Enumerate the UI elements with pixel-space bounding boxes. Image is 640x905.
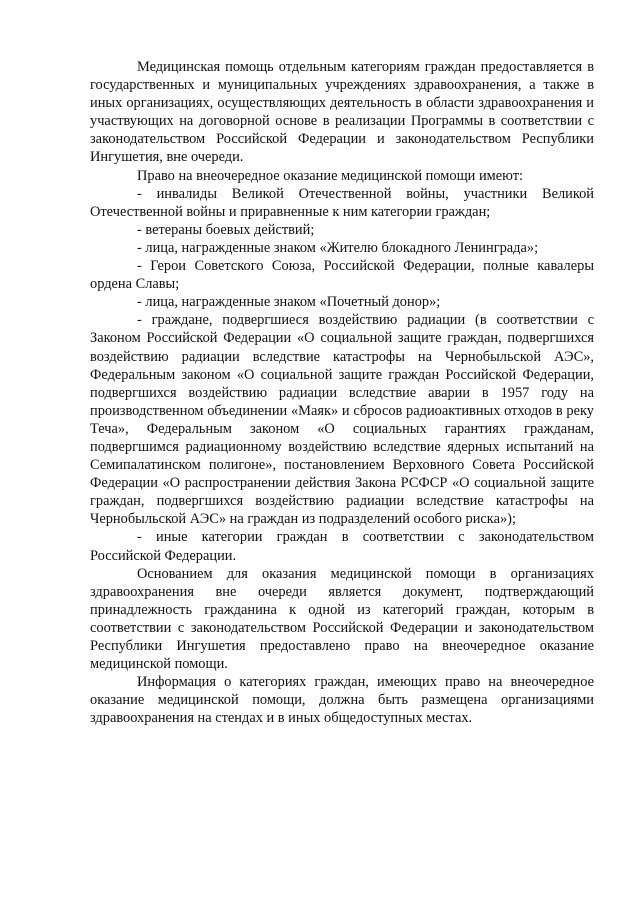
eligible-categories-list [90,185,594,565]
paragraph-basis-document: Основанием для оказания медицинской помощи в организациях здравоохранения вне очереди является документ, подтверждающий принадлежность гражданина к одной из категорий граждан, которым в соответствии с законодательством Российской Федерации и законодательством Республики Ингушетия предоставлено право на внеочередное оказание медицинской помощи. [90,565,594,673]
list-item: - лица, награжденные знаком «Почетный донор»; [137,294,441,311]
paragraph-priority-care: Медицинская помощь отдельным категориям граждан предоставляется в государственных и муниципальных учреждениях здравоохранения, а также в иных организациях, осуществляющих деятельность в области здравоохранения и участвующих на договорной основе в реализации Программы в соответствии с законодательством Российской Федерации и законодательством Республики Ингушетия, вне очереди. [90,59,594,166]
paragraph-eligibility-intro: Право на внеочередное оказание медицинской помощи имеют: [137,167,523,184]
list-item: - лица, награжденные знаком «Жителю блокадного Ленинграда»; [137,239,539,256]
list-item: - Герои Советского Союза, Российской Федерации, полные кавалеры ордена Славы; [90,258,594,293]
list-item: - инвалиды Великой Отечественной войны, участники Великой Отечественной войны и приравненные к ним категории граждан; [90,185,594,220]
list-item: - ветераны боевых действий; [137,221,315,238]
list-item: - иные категории граждан в соответствии с законодательством Российской Федерации. [90,529,594,564]
document-body [90,58,594,727]
paragraph-information-placement: Информация о категориях граждан, имеющих право на внеочередное оказание медицинской помощи, должна быть размещена организациями здравоохранения на стендах и в иных общедоступных местах. [90,674,594,727]
list-item: - граждане, подвергшиеся воздействию радиации (в соответствии с Законом Российской Федерации «О социальной защите граждан, подвергшихся воздействию радиации вследствие катастрофы на Чернобыльской АЭС», Федеральным законом «О социальной защите граждан Российской Федерации, подвергшихся воздействию радиации вследствие аварии в 1957 году на производственном объединении «Маяк» и сбросов радиоактивных отходов в реку Теча», Федеральным законом «О социальных гарантиях гражданам, подвергшимся радиационному воздействию вследствие ядерных испытаний на Семипалатинском полигоне», постановлением Верховного Совета Российской Федерации «О распространении действия Закона РСФСР «О социальной защите граждан, подвергшихся воздействию радиации вследствие катастрофы на Чернобыльской АЭС» на граждан из подразделений особого риска»); [90,312,594,528]
